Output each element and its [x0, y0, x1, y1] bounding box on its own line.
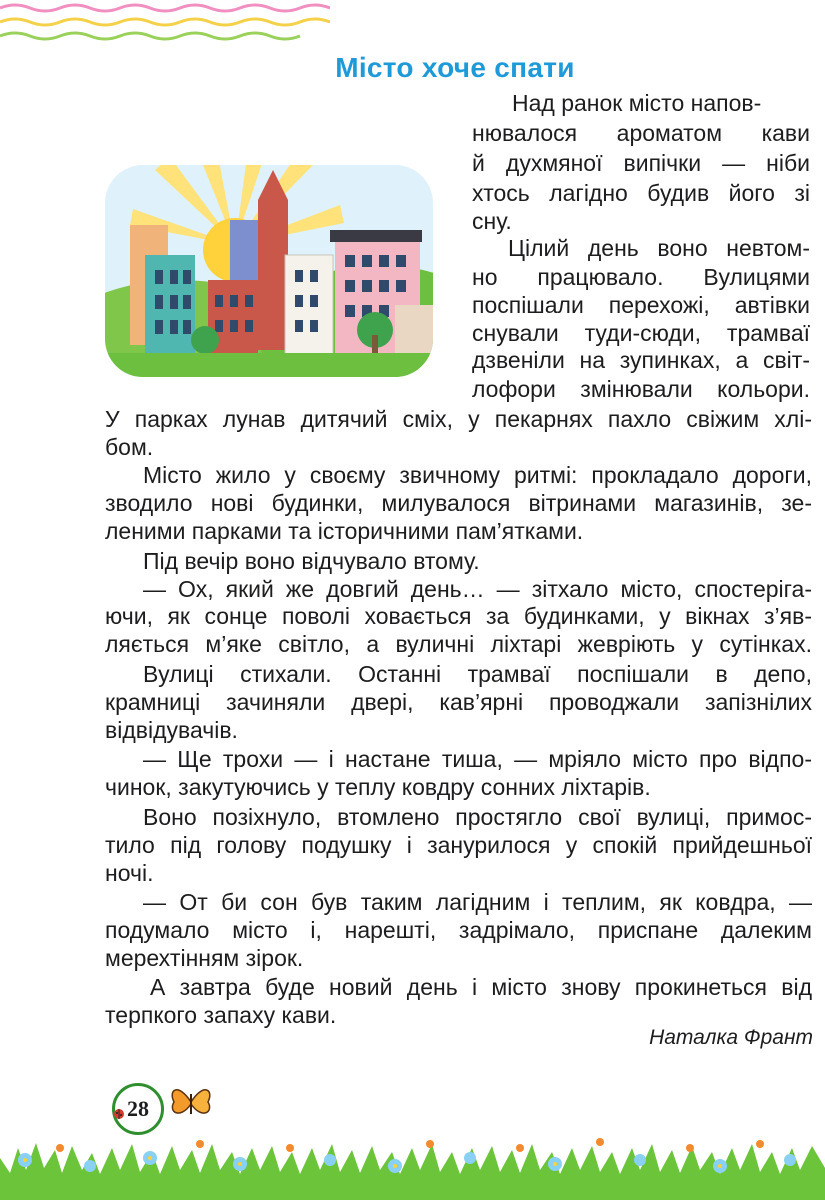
- text-line: Цілий день воно невтом-: [508, 235, 810, 261]
- text-line: зводило нові будинки, милувалося вітринами магазинів, зе-: [105, 490, 812, 516]
- text-line: У парках лунав дитячий сміх, у пекарнях пахло свіжим хлі-: [105, 406, 812, 432]
- text-line: нювалося ароматом кави: [472, 120, 810, 146]
- text-line: но працювало. Вулицями: [472, 264, 810, 290]
- text-line: поспішали перехожі, автівки: [472, 292, 810, 318]
- text-line: хтось лагідно будив його зі: [472, 180, 810, 206]
- text-line: А завтра буде новий день і місто знову прокинеться від: [150, 974, 812, 1000]
- text-line: чинок, закутуючись у теплу ковдру сонних ліхтарів.: [105, 774, 651, 800]
- text-line: — Ще трохи — і настане тиша, — мріяло місто про відпо-: [143, 746, 812, 772]
- city-illustration-icon: [100, 125, 440, 385]
- text-line: леними парками та історичними пам’ятками.: [105, 518, 584, 544]
- text-line: Місто жило у своєму звичному ритмі: прокладало дороги,: [143, 462, 812, 488]
- author-name: Наталка Франт: [649, 1026, 813, 1049]
- text-line: відвідувачів.: [105, 717, 238, 743]
- grass-flowers-icon: [0, 1118, 825, 1200]
- text-line: мерехтінням зірок.: [105, 945, 304, 971]
- butterfly-icon: [168, 1082, 214, 1122]
- text-line: терпкого запаху кави.: [105, 1002, 337, 1028]
- text-line: крамниці зачиняли двері, кав’ярні проводжали запізнілих: [105, 689, 812, 715]
- text-line: дзвеніли на зупинках, а світ-: [472, 347, 810, 373]
- text-line: лофори змінювали кольори.: [472, 376, 810, 402]
- decorative-waves: [0, 0, 330, 50]
- text-line: тило під голову подушку і занурилося у спокій прийдешньої: [105, 832, 812, 858]
- text-line: Вулиці стихали. Останні трамваї поспішали в депо,: [143, 661, 812, 687]
- text-line: бом.: [105, 434, 154, 460]
- page-number: 28: [112, 1083, 164, 1135]
- text-line: Під вечір воно відчувало втому.: [143, 548, 480, 574]
- text-line: — От би сон був таким лагідним і теплим, як ковдра, —: [143, 889, 812, 915]
- text-line: Над ранок місто напов-: [512, 90, 762, 116]
- text-line: Воно позіхнуло, втомлено простягло свої вулиці, примос-: [143, 804, 812, 830]
- text-line: снували туди-сюди, трамваї: [472, 320, 810, 346]
- text-line: сну.: [472, 208, 512, 234]
- text-line: й духмяної випічки — ніби: [472, 150, 810, 176]
- text-line: — Ох, який же довгий день… — зітхало місто, спостеріга-: [143, 576, 812, 602]
- text-line: ючи, як сонце поволі ховається за будинками, у вікнах з’яв-: [105, 603, 812, 629]
- text-line: ляється м’яке світло, а вуличні ліхтарі жевріють у сутінках.: [105, 631, 812, 657]
- text-line: ночі.: [105, 860, 154, 886]
- page-title: Місто хоче спати: [335, 52, 575, 83]
- text-line: подумало місто і, нарешті, задрімало, приспане далеким: [105, 917, 812, 943]
